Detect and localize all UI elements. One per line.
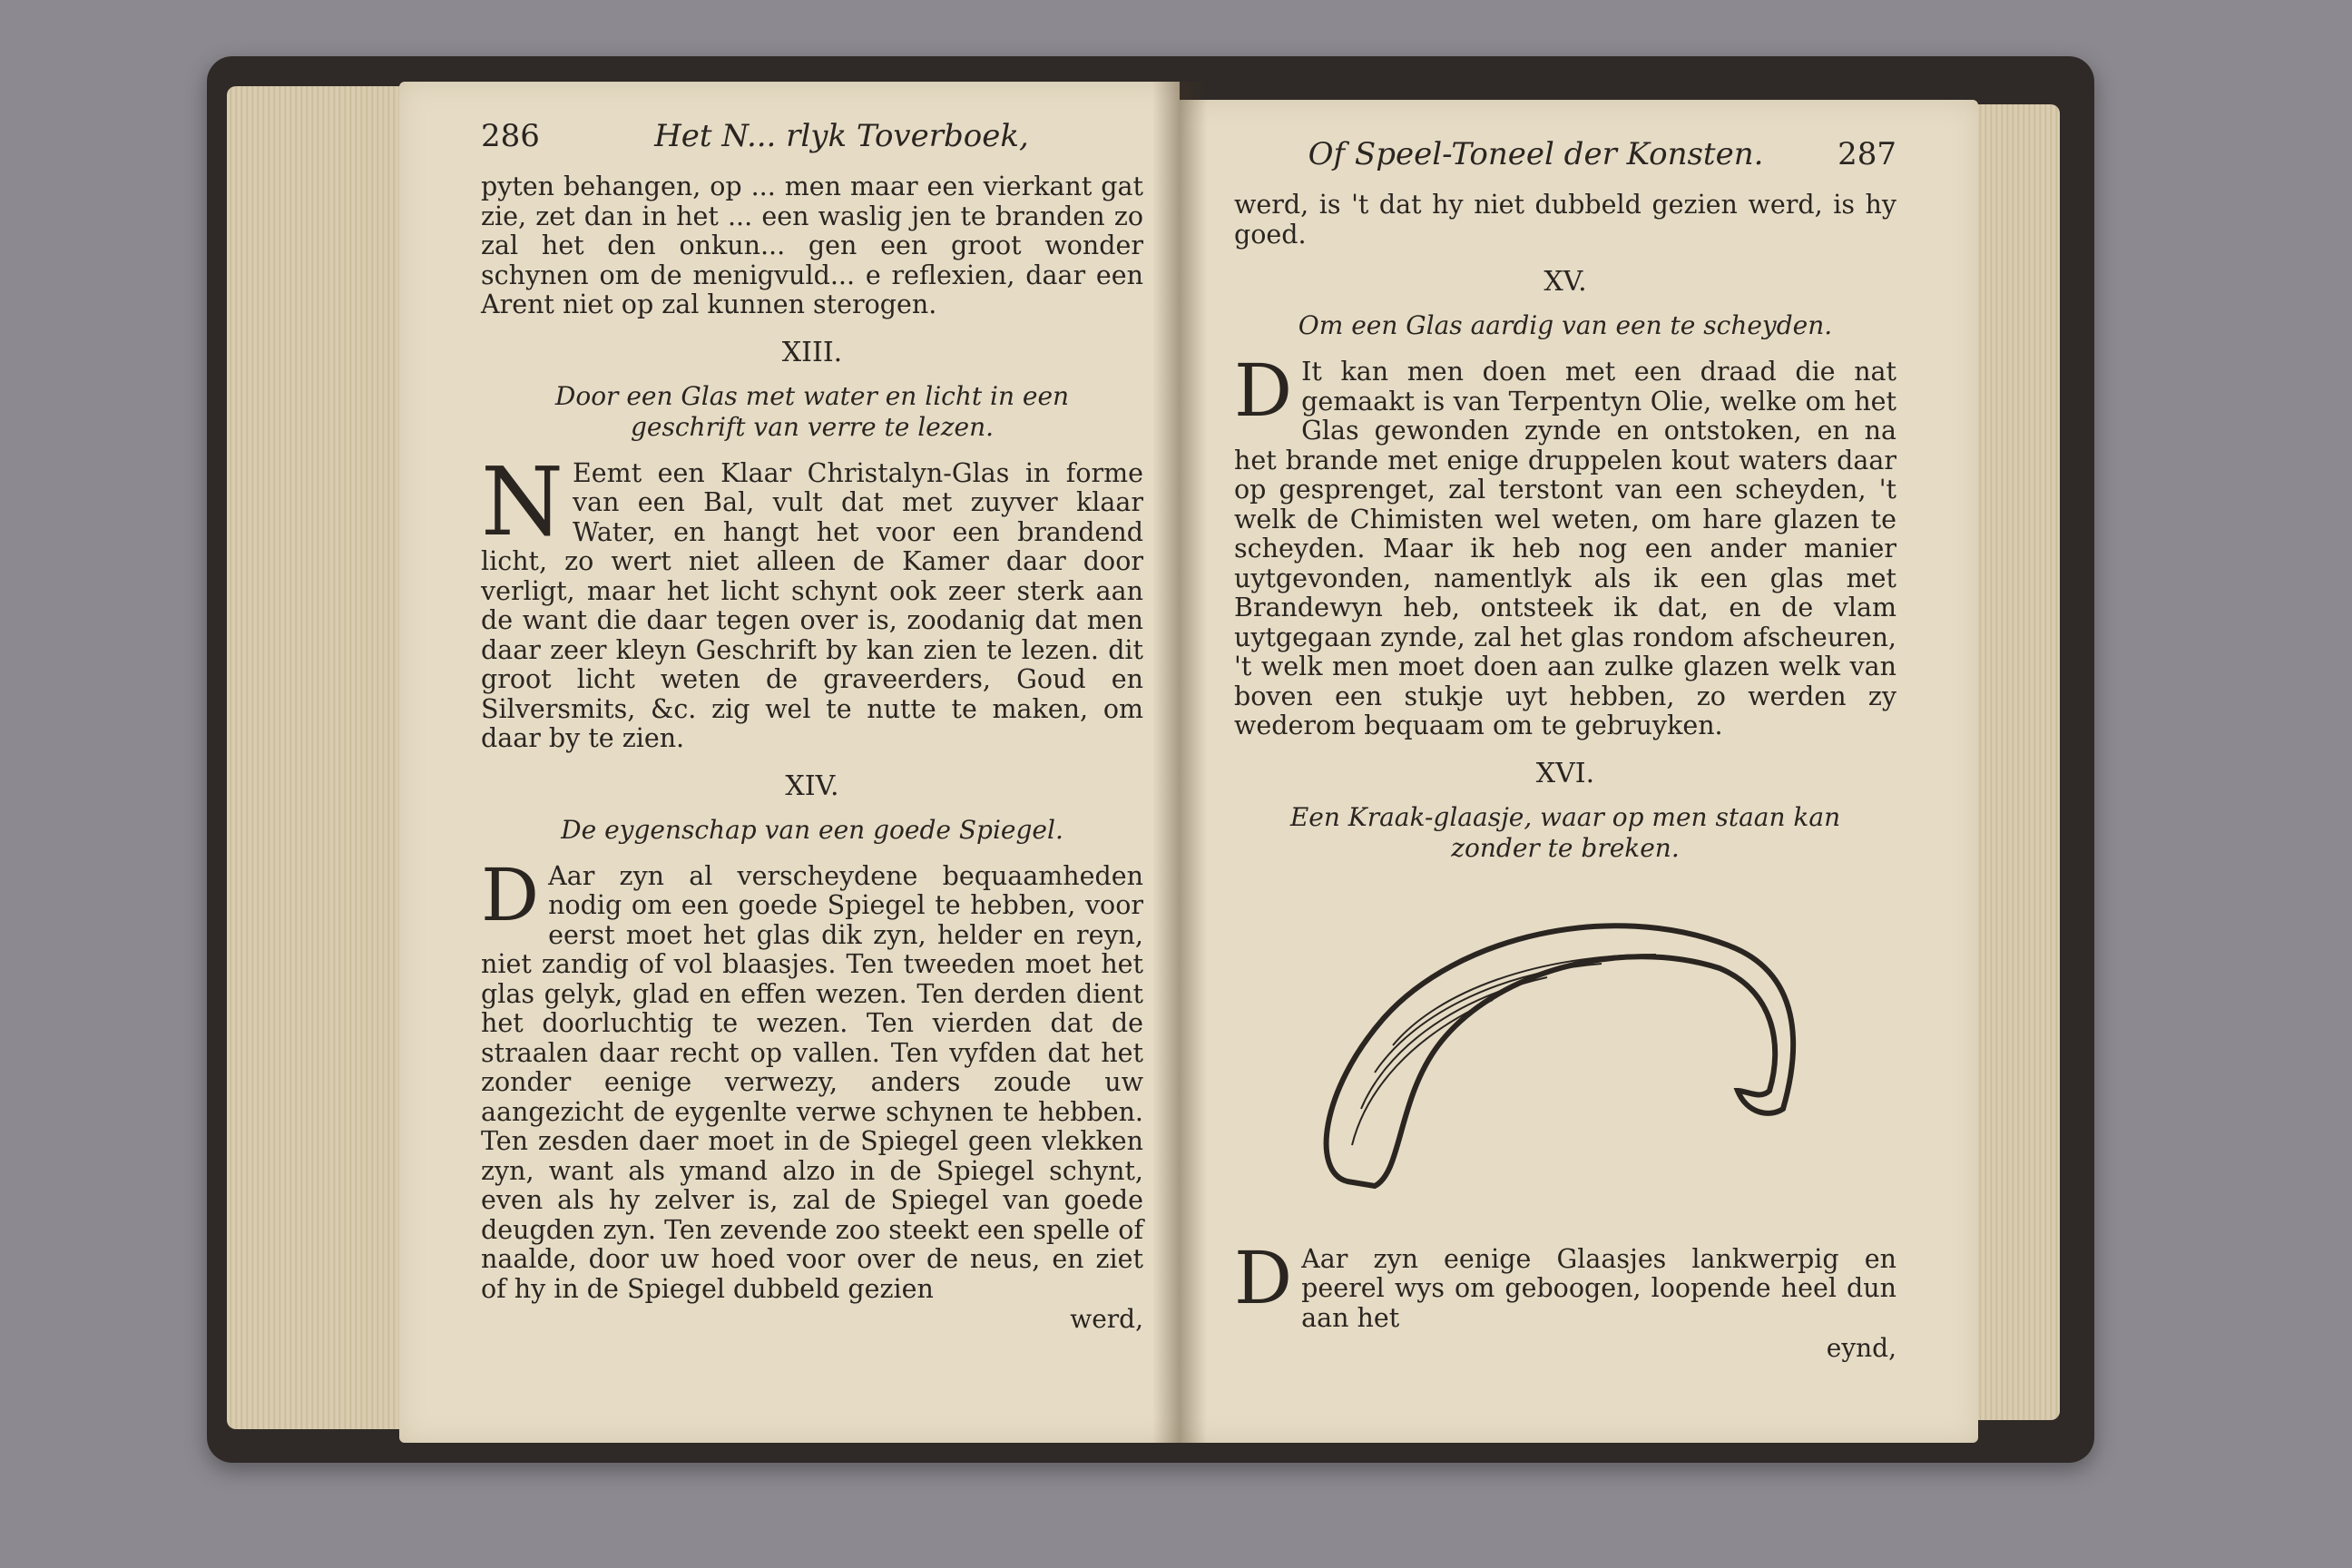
page-edges-left	[227, 86, 417, 1429]
book-gutter	[1152, 82, 1207, 1443]
left-running-title: Het N... rlyk Toverboek,	[654, 118, 1029, 154]
section-body-xiv	[481, 852, 1143, 1305]
section-text-xiv: Aar zyn al verscheydene bequaamheden nodig om een goede Spiegel te hebben, voor eerst moet het glas dik zyn, helder en reyn, niet zandig of vol blaasjes. Ten tweeden moet het glas gelyk, glad en effen wezen. Ten derden dient het doorluchtig te wezen. Ten vierden dat de straalen daar recht op vallen. Ten vyfden dat het zonder eenige verwezy, anders zoude uw aangezicht de eygenlte verwe schynen te hebben. Ten zesden daer moet in de Spiegel geen vlekken zyn, want als ymand alzo in de Spiegel schynt, even als hy zelver is, zal de Spiegel van goede deugden zyn. Ten zevende zoo steekt een spelle of naalde, door uw hoed voor over de neus, en ziet of hy in de Spiegel dubbeld gezien	[481, 860, 1143, 1304]
right-opening-paragraph: werd, is 't dat hy niet dubbeld gezien werd, is hy goed.	[1234, 190, 1896, 250]
left-catchword: werd,	[1070, 1304, 1143, 1334]
right-catchword: eynd,	[1826, 1333, 1896, 1363]
section-text-xvi: Aar zyn eenige Glaasjes lankwerpig en peerel wys om geboogen, loopende heel dun aan het	[1301, 1243, 1896, 1333]
right-running-title: Of Speel-Toneel der Konsten.	[1308, 136, 1764, 172]
section-number-xiii: XIII.	[781, 336, 843, 368]
left-opening-paragraph: pyten behangen, op ... men maar een vierkant gat zie, zet dan in het ... een waslig jen te branden zo zal het den onkun... gen een groot wonder schynen om de menigvuld... e reflexien, daar een Arent niet op zal kunnen sterogen.	[481, 172, 1143, 319]
dropcap-d-xiv: D	[481, 852, 540, 937]
right-page	[1180, 100, 1978, 1443]
section-number-xvi: XVI.	[1535, 757, 1595, 789]
dropcap-d-xv: D	[1234, 348, 1293, 433]
section-body-xvi	[1234, 1235, 1896, 1334]
glass-drop-illustration	[1311, 909, 1819, 1209]
section-heading-xv: Om een Glas aardig van een te scheyden.	[1298, 310, 1833, 340]
section-body-xiii	[481, 446, 1143, 754]
section-number-xv: XV.	[1544, 266, 1587, 298]
section-body-xv	[1234, 348, 1896, 741]
section-heading-xvi: Een Kraak-glaasje, waar op men staan kan zonder te breken.	[1289, 801, 1841, 863]
section-text-xv: It kan men doen met een draad die nat gemaakt is van Terpentyn Olie, welke om het Glas gewonden zynde en ontstoken, en na het brande met enige druppelen kout waters daar op gesprenget, zal terstont van een scheyden, 't welk de Chimisten wel weten, om hare glazen te scheyden. Maar ik heb nog een ander manier uytgevonden, namentlyk als ik een glas met Brandewyn heb, ontsteek ik dat, en de vlam uytgegaan zynde, zal het glas rondom afscheuren, 't welk men moet doen aan zulke glazen welk van boven een stukje uyt hebben, zo werden zy wederom bequaam om te gebruyken.	[1234, 357, 1896, 740]
section-number-xiv: XIV.	[785, 769, 839, 802]
section-heading-xiv: De eygenschap van een goede Spiegel.	[561, 814, 1063, 845]
right-running-head	[1234, 136, 1896, 172]
section-heading-xiii: Door een Glas met water en licht in een geschrift van verre te lezen.	[554, 380, 1070, 442]
dropcap-n: N	[481, 446, 564, 557]
left-running-head	[481, 118, 1143, 154]
left-page	[399, 82, 1180, 1443]
section-text-xiii: Eemt een Klaar Christalyn-Glas in forme van een Bal, vult dat met zuyver klaar Water, en hangt het voor een brandend licht, zo wert niet alleen de Kamer daar door verligt, maar het licht schynt ook zeer sterk aan de want die daar tegen over is, zoodanig dat men daar zeer kleyn Geschrift by kan zien te lezen. dit groot licht weten de graveerders, Goud en Silversmits, &c. zig wel te nutte te maken, om daar by te zien.	[481, 457, 1143, 753]
dropcap-d-xvi: D	[1234, 1235, 1293, 1320]
right-page-number: 287	[1838, 136, 1896, 172]
left-page-number: 286	[481, 118, 540, 154]
